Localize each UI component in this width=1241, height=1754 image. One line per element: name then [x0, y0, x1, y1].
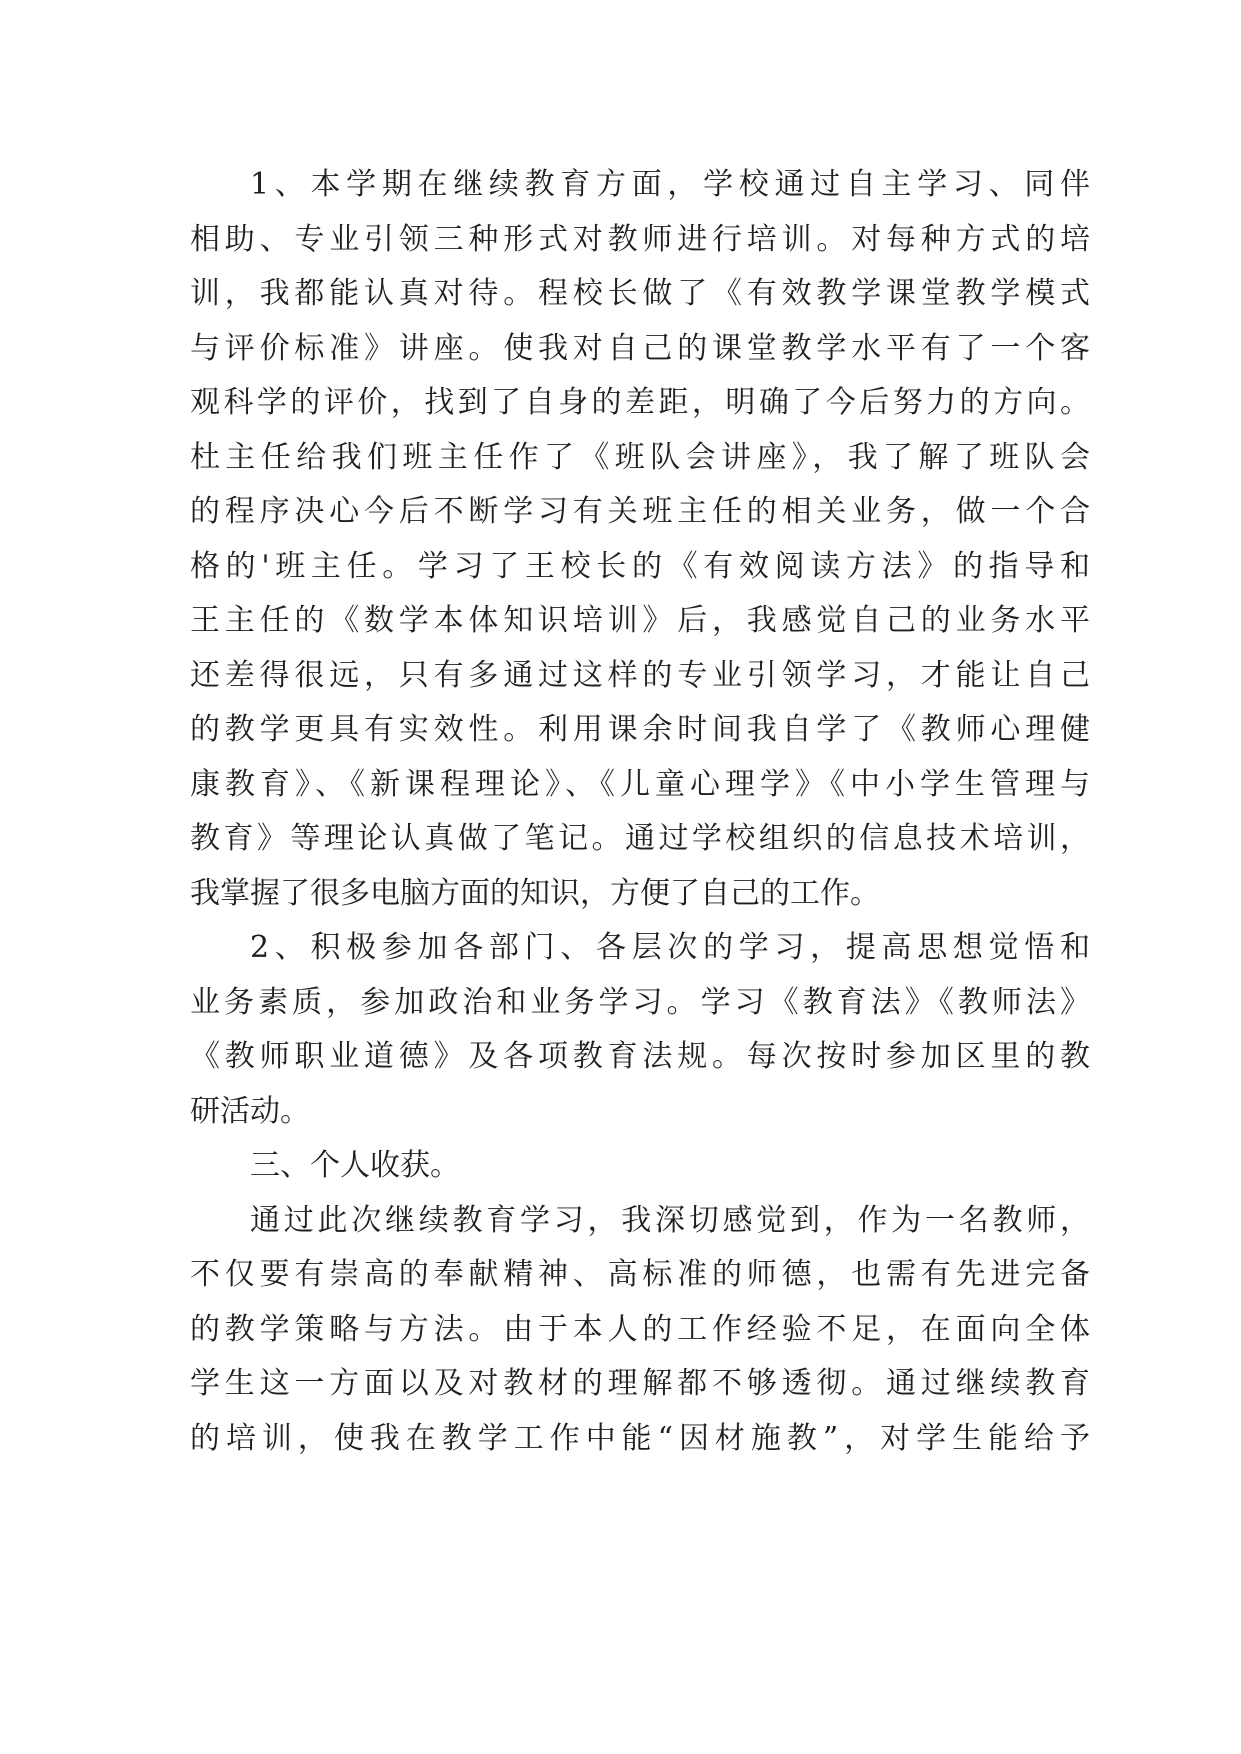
text-line: 研活动。 [190, 1093, 310, 1129]
text-line: 1、本学期在继续教育方面，学校通过自主学习、同伴 [250, 167, 1090, 202]
text-line: 《教师职业道德》及各项教育法规。每次按时参加区里的教 [190, 1039, 1090, 1074]
text-line: 格的'班主任。学习了王校长的《有效阅读方法》的指导和 [190, 548, 1090, 584]
text-line: 教育》等理论认真做了笔记。通过学校组织的信息技术培训， [190, 821, 1090, 856]
text-line: 王主任的《数学本体知识培训》后，我感觉自己的业务水平 [190, 603, 1090, 638]
text-line: 业务素质，参加政治和业务学习。学习《教育法》《教师法》 [190, 984, 1090, 1020]
text-line: 杜主任给我们班主任作了《班队会讲座》，我了解了班队会 [190, 439, 1090, 475]
section-heading: 三、个人收获。 [250, 1148, 460, 1183]
text-line: 还差得很远，只有多通过这样的专业引领学习，才能让自己 [190, 657, 1090, 693]
text-line: 不仅要有崇高的奉献精神、高标准的师德，也需有先进完备 [190, 1257, 1090, 1292]
text-line: 学生这一方面以及对教材的理解都不够透彻。通过继续教育 [190, 1366, 1090, 1401]
text-line: 的教学更具有实效性。利用课余时间我自学了《教师心理健 [190, 712, 1090, 747]
text-line: 的程序决心今后不断学习有关班主任的相关业务，做一个合 [190, 494, 1090, 529]
text-line: 训，我都能认真对待。程校长做了《有效教学课堂教学模式 [190, 276, 1090, 311]
text-line: 2、积极参加各部门、各层次的学习，提高思想觉悟和 [250, 930, 1090, 965]
text-line: 相助、专业引领三种形式对教师进行培训。对每种方式的培 [190, 221, 1090, 257]
document-body [190, 158, 1090, 1466]
text-line: 我掌握了很多电脑方面的知识，方便了自己的工作。 [190, 875, 880, 911]
text-line: 观科学的评价，找到了自身的差距，明确了今后努力的方向。 [190, 385, 1090, 420]
text-line: 的培训，使我在教学工作中能“因材施教”，对学生能给予 [190, 1420, 1090, 1456]
text-line: 通过此次继续教育学习，我深切感觉到，作为一名教师， [250, 1202, 1090, 1238]
text-line: 康教育》、《新课程理论》、《儿童心理学》《中小学生管理与 [190, 766, 1090, 802]
text-line: 的教学策略与方法。由于本人的工作经验不足，在面向全体 [190, 1311, 1090, 1347]
text-line: 与评价标准》讲座。使我对自己的课堂教学水平有了一个客 [190, 330, 1090, 366]
